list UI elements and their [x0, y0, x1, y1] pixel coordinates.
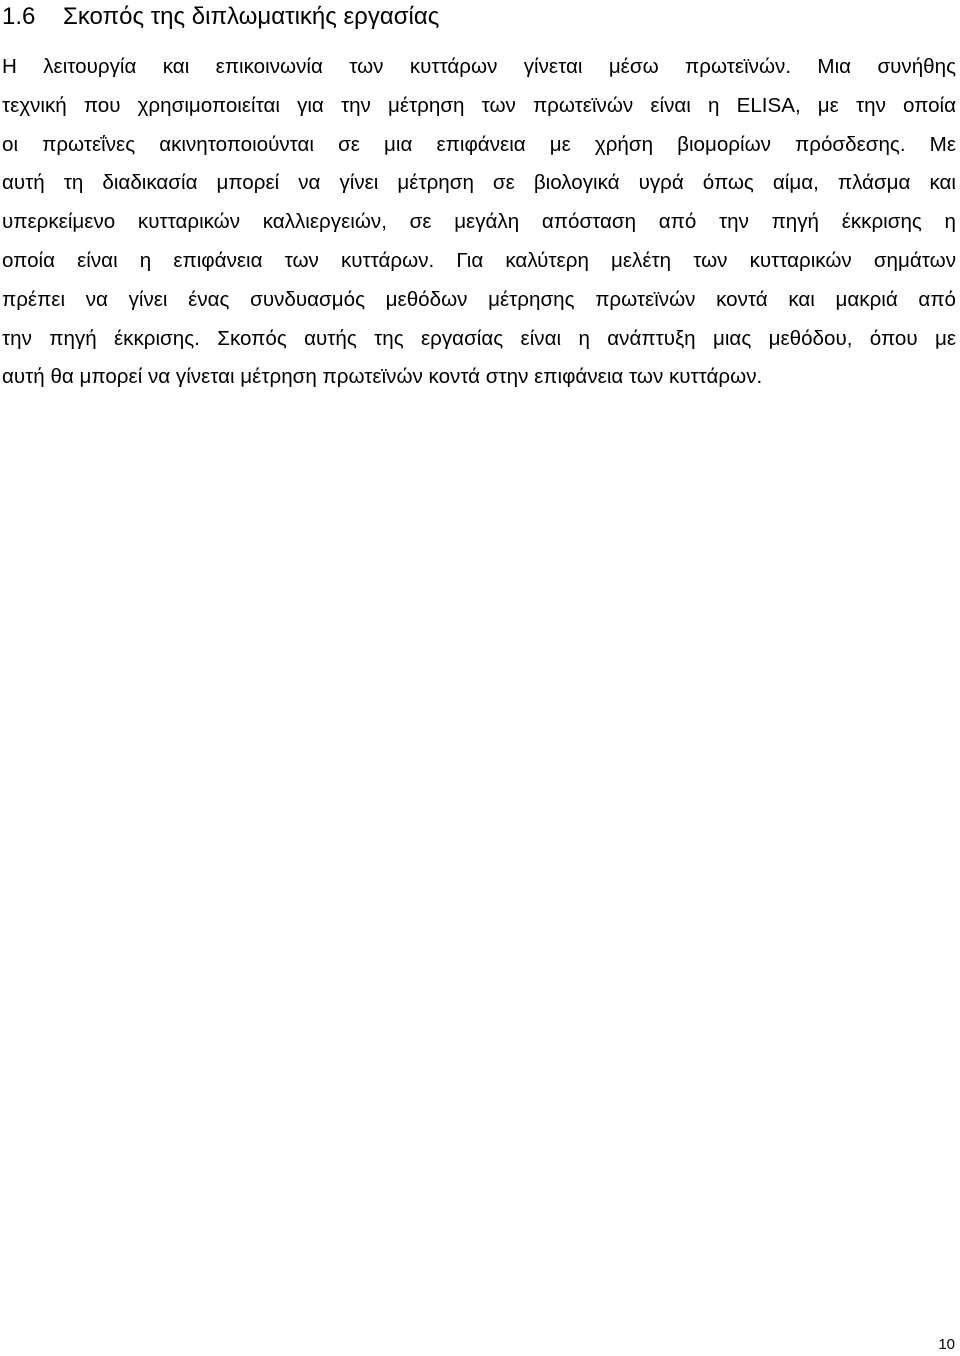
section-title: Σκοπός της διπλωματικής εργασίας	[63, 3, 440, 30]
paragraph-line: οι πρωτεΐνες ακινητοποιούνται σε μια επιφάνεια με χρήση βιομορίων πρόσδεσης. Με	[2, 132, 956, 156]
paragraph-line: τεχνική που χρησιμοποιείται για την μέτρηση των πρωτεϊνών είναι η ELISA, με την οποία	[2, 93, 956, 117]
paragraph-line: αυτή τη διαδικασία μπορεί να γίνει μέτρηση σε βιολογικά υγρά όπως αίμα, πλάσμα και	[2, 171, 956, 195]
paragraph-line: υπερκείμενο κυτταρικών καλλιεργειών, σε μεγάλη απόσταση από την πηγή έκκρισης η	[2, 210, 956, 234]
paragraph-line: Η λειτουργία και επικοινωνία των κυττάρων γίνεται μέσω πρωτεϊνών. Μια συνήθης	[2, 55, 956, 78]
section-heading	[2, 2, 439, 32]
section-number: 1.6	[2, 3, 36, 30]
paragraph-line: αυτή θα μπορεί να γίνεται μέτρηση πρωτεϊνών κοντά στην επιφάνεια των κυττάρων.	[2, 365, 763, 389]
paragraph-line: πρέπει να γίνει ένας συνδυασμός μεθόδων μέτρησης πρωτεϊνών κοντά και μακριά από	[2, 287, 956, 311]
page-number: 10	[938, 1336, 955, 1353]
paragraph-line: οποία είναι η επιφάνεια των κυττάρων. Για καλύτερη μελέτη των κυτταρικών σημάτων	[2, 248, 956, 272]
body-paragraph	[2, 48, 956, 397]
paragraph-line: την πηγή έκκρισης. Σκοπός αυτής της εργασίας είναι η ανάπτυξη μιας μεθόδου, όπου με	[2, 326, 956, 350]
